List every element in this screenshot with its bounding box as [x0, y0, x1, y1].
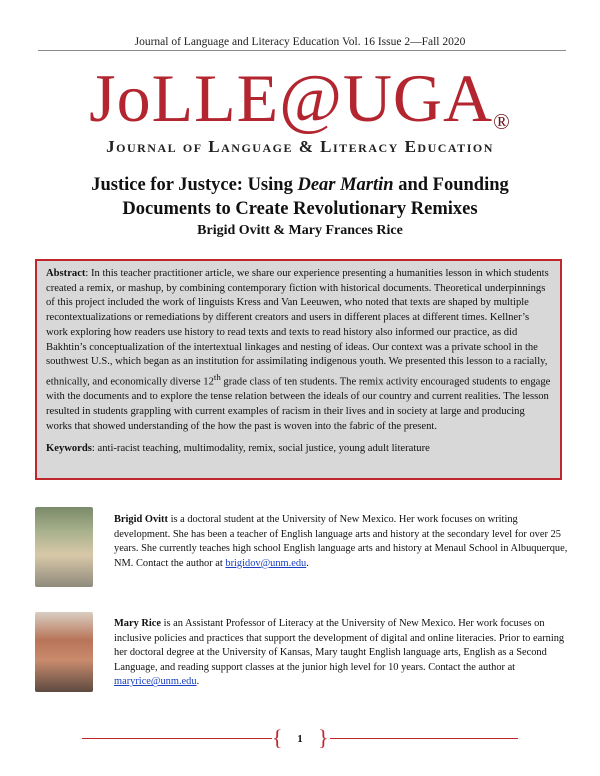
email-link[interactable]: maryrice@unm.edu [114, 676, 197, 688]
bio-name: Brigid Ovitt [114, 514, 168, 525]
author-photo-mary [35, 612, 93, 692]
bio-end: . [306, 557, 309, 569]
keywords-paragraph [46, 442, 551, 457]
abstract-superscript: th [213, 371, 221, 382]
title-part-1: Justice for Justyce: Using [91, 175, 298, 195]
bio-end: . [196, 676, 200, 688]
footer-rule-right [330, 738, 518, 739]
journal-subtitle: Journal of Language & Literacy Education [106, 137, 494, 156]
keywords-label: Keywords [46, 443, 92, 455]
bio-name: Mary Rice [114, 618, 162, 629]
title-book-name: Dear Martin [297, 175, 394, 195]
keywords-text: : anti-racist teaching, multimodality, remix, social justice, young adult literature [91, 443, 430, 455]
registered-mark: ® [493, 109, 511, 134]
author-bio-brigid [114, 513, 569, 571]
running-head: Journal of Language and Literacy Education Vol. 16 Issue 2—Fall 2020 [134, 36, 466, 48]
header-rule [38, 50, 566, 51]
bio-text: is a doctoral student at the University of New Mexico. Her work focuses on writing development. She has been a teacher of English language arts and history at the secondary level for over 25 years. She currently teaches high school English language arts and history at Menaul School in Albuquerque, NM. Contact the author at [114, 514, 568, 569]
author-bio-mary [114, 617, 569, 690]
footer-rule-left [82, 738, 272, 739]
footer-brace-right: } [318, 725, 329, 750]
abstract-label: Abstract [46, 268, 86, 279]
author-photo-brigid [35, 507, 93, 587]
page-number: 1 [297, 733, 303, 745]
article-title [60, 173, 540, 221]
abstract-text: : In this teacher practitioner article, we share our experience presenting a humanities lesson in which students created a remix, or mashup, by combining contemporary fiction with historical documents. Theoretical underpinnings of this project included the work of linguists Kress and Van Leeuwen, who noted that texts are shaped by multiple recontextualizations or remediations by different creators and users in different places at different times. Kellner’s work exploring how readers use history to read texts and texts to read history also informed our practice, as did Bakhtin’s conceptualization of the intertextual linkages and nesting of ideas. Our context was a private school in the southwest U.S., which began as an institution for assimilating indigenous youth. We presented this lesson to a racially, ethnically, and economically diverse 12 [46, 268, 549, 388]
logo-text: JoLLE@UGA [89, 60, 494, 136]
title-part-2: and Founding Documents to Create Revolutionary Remixes [122, 175, 509, 219]
bio-text: is an Assistant Professor of Literacy at the University of New Mexico. Her work focuses on inclusive policies and practices that support the development of digital and online literacies. Prior to earning her doctoral degree at the University of Kansas, Mary taught English language arts, English as a Second Language, and reading support classes at the junior high level for 10 years. Contact the author at [114, 618, 565, 673]
abstract-box [35, 259, 562, 480]
email-link[interactable]: brigidov@unm.edu [225, 557, 307, 569]
article-authors: Brigid Ovitt & Mary Frances Rice [197, 223, 403, 238]
abstract-text-end: grade class of ten students. The remix activity encouraged students to engage with the documents and to explore the tense relation between the ideals of our country and current realities. The lesson resulted in students grappling with current examples of racism in their lives and in society at large and producing works that showed understanding of the how the past is woven into the fabric of the present. [46, 376, 551, 432]
footer-brace-left: { [272, 725, 283, 750]
journal-logo [60, 62, 540, 134]
abstract-paragraph [46, 267, 551, 434]
